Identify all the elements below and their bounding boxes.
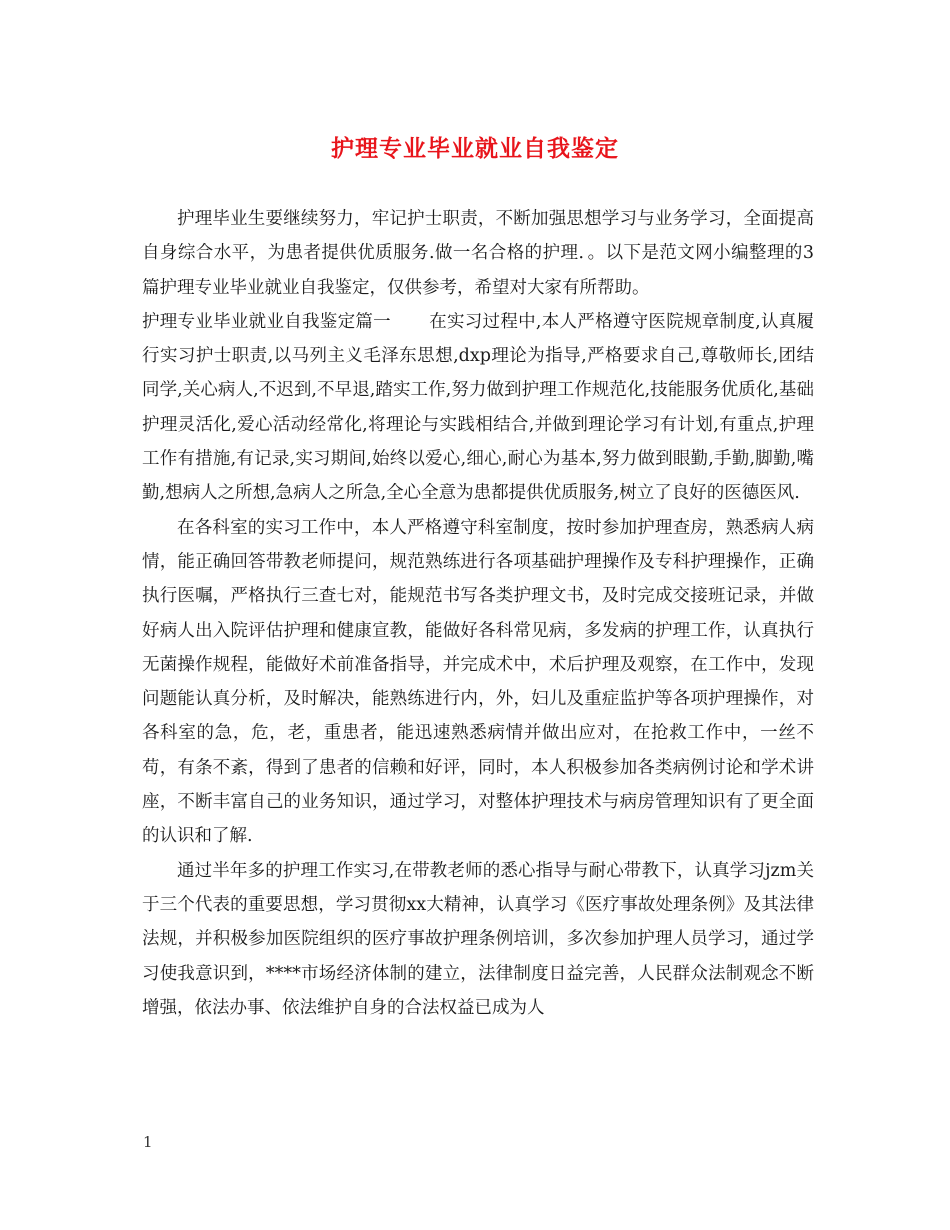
section-paragraph-1	[142, 305, 814, 511]
intro-paragraph: 护理毕业生要继续努力，牢记护士职责，不断加强思想学习与业务学习，全面提高自身综合水平，为患者提供优质服务.做一名合格的护理．。以下是范文网小编整理的3篇护理专业毕业就业自我鉴定，仅供参考，希望对大家有所帮助。	[142, 209, 814, 298]
document-body	[142, 202, 814, 1025]
paragraph-1-text: 在实习过程中,本人严格遵守医院规章制度,认真履行实习护士职责,以马列主义毛泽东思想,dxp理论为指导,严格要求自己,尊敬师长,团结同学,关心病人,不迟到,不早退,踏实工作,努力做到护理工作规范化,技能服务优质化,基础护理灵活化,爱心活动经常化,将理论与实践相结合,并做到理论学习有计划,有重点,护理工作有措施,有记录,实习期间,始终以爱心,细心,耐心为基本,努力做到眼勤,手勤,脚勤,嘴勤,想病人之所想,急病人之所急,全心全意为患都提供优质服务,树立了良好的医德医风.	[142, 311, 815, 504]
page-number: 1	[143, 1133, 153, 1151]
paragraph-2: 在各科室的实习工作中，本人严格遵守科室制度，按时参加护理查房，熟悉病人病情，能正确回答带教老师提问，规范熟练进行各项基础护理操作及专科护理操作，正确执行医嘱，严格执行三查七对，能规范书写各类护理文书，及时完成交接班记录，并做好病人出入院评估护理和健康宣教，能做好各科常见病，多发病的护理工作，认真执行无菌操作规程，能做好术前准备指导，并完成术中，术后护理及观察，在工作中，发现问题能认真分析，及时解决，能熟练进行内，外，妇儿及重症监护等各项护理操作，对各科室的急，危，老，重患者，能迅速熟悉病情并做出应对，在抢救工作中，一丝不苟，有条不紊，得到了患者的信赖和好评，同时，本人积极参加各类病例讨论和学术讲座，不断丰富自己的业务知识，通过学习，对整体护理技术与病房管理知识有了更全面的认识和了解.	[142, 517, 814, 847]
document-title: 护理专业毕业就业自我鉴定	[331, 136, 619, 162]
paragraph-3: 通过半年多的护理工作实习,在带教老师的悉心指导与耐心带教下，认真学习jzm关于三个代表的重要思想，学习贯彻xx大精神，认真学习《医疗事故处理条例》及其法律法规，并积极参加医院组织的医疗事故护理条例培训，多次参加护理人员学习，通过学习使我意识到，****市场经济体制的建立，法律制度日益完善，人民群众法制观念不断增强，依法办事、依法维护自身的合法权益已成为人	[142, 860, 814, 1018]
section-heading: 护理专业毕业就业自我鉴定篇一	[142, 311, 391, 332]
